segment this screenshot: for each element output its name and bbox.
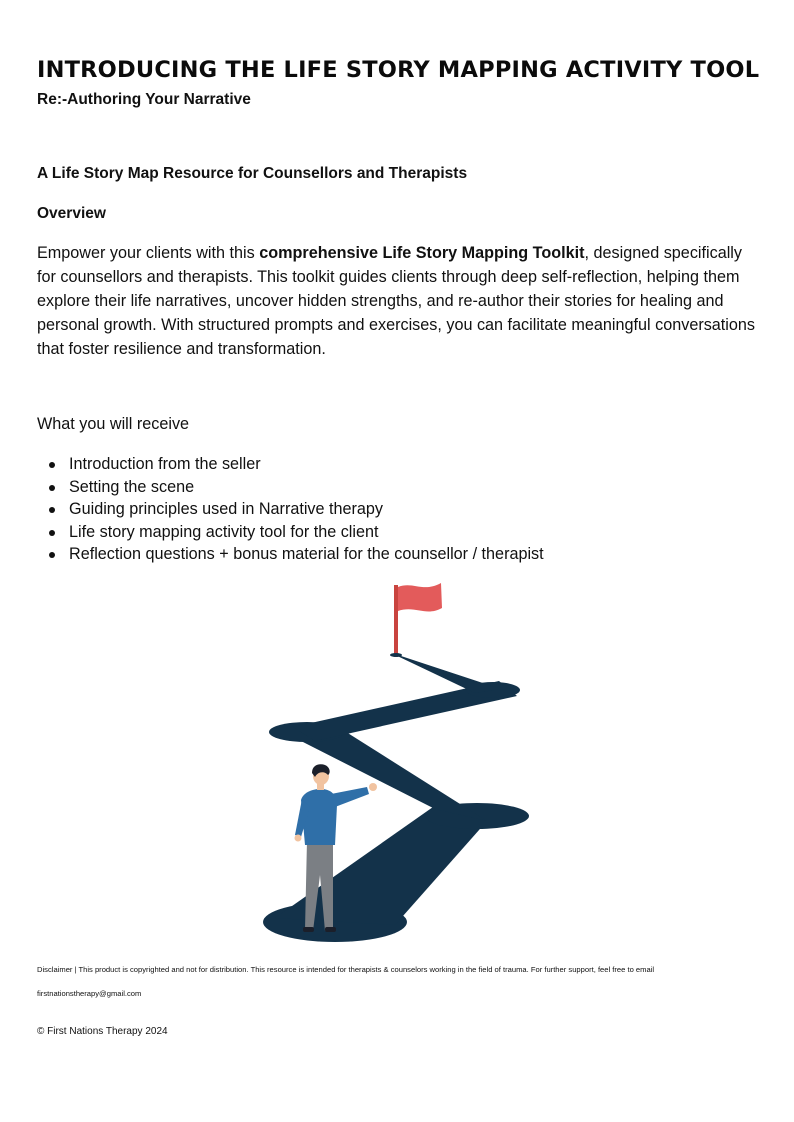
resource-heading: A Life Story Map Resource for Counsellors and Therapists xyxy=(37,165,468,182)
contact-email: firstnationstherapy@gmail.com xyxy=(37,989,142,998)
receive-list xyxy=(37,453,544,566)
document-title: INTRODUCING THE LIFE STORY MAPPING ACTIVITY TOOL xyxy=(37,57,760,83)
bullet-icon xyxy=(49,530,55,536)
receive-heading: What you will receive xyxy=(37,415,190,433)
list-item-text: Life story mapping activity tool for the client xyxy=(69,522,379,541)
bullet-icon xyxy=(49,485,55,491)
overview-heading: Overview xyxy=(37,205,106,222)
overview-text-end: , designed specifically for counsellors and therapists. This toolkit guides clients through deep self-reflection, helping them explore their life narratives, uncover hidden strengths, and re-author their stories for healing and personal growth. With structured prompts and exercises, you can facilitate meaningful conversations that foster resilience and transformation. xyxy=(37,244,755,358)
document-subtitle: Re:-Authoring Your Narrative xyxy=(37,91,251,108)
overview-text-bold: comprehensive Life Story Mapping Toolkit xyxy=(259,244,585,262)
copyright-text: © First Nations Therapy 2024 xyxy=(37,1026,168,1037)
list-item-text: Guiding principles used in Narrative therapy xyxy=(69,500,384,518)
list-item xyxy=(37,543,544,566)
flag-icon xyxy=(390,583,442,657)
list-item xyxy=(37,521,544,544)
list-item-text: Setting the scene xyxy=(69,477,195,496)
list-item-text: Reflection questions + bonus material for the counsellor / therapist xyxy=(69,545,544,563)
bullet-icon xyxy=(49,462,55,468)
list-item xyxy=(37,498,544,521)
bullet-icon xyxy=(49,552,55,558)
bullet-icon xyxy=(49,507,55,513)
list-item xyxy=(37,453,544,476)
winding-path-illustration xyxy=(255,575,545,945)
disclaimer-text: Disclaimer | This product is copyrighted and not for distribution. This resource is intended for therapists & counselors working in the field of trauma. For further support, feel free to email xyxy=(37,965,655,974)
overview-text-start: Empower your clients with this xyxy=(37,244,260,262)
list-item xyxy=(37,476,544,499)
overview-paragraph xyxy=(37,241,762,361)
list-item-text: Introduction from the seller xyxy=(69,455,261,473)
